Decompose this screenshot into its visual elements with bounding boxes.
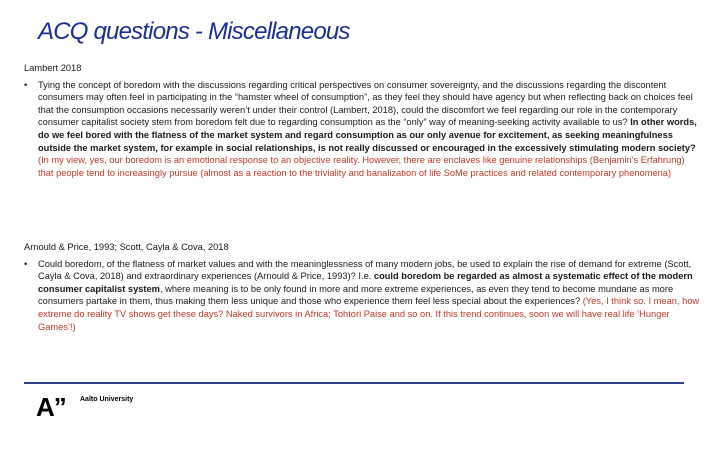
bullet-text-bold: In other words, do we feel bored with the flatness of the market system and regard consumption as our only avenue for excitement, as seeking meaningfulness outside the market system, for example in social relationships, is not really discussed or encouraged in the excessively stimulating modern society? (38, 117, 697, 153)
answer-text: (In my view, yes, our boredom is an emotional response to an objective reality. However, there are enclaves like genuine relationships (Benjamin’s Erfahrung) that people tend to increasingly pursue (almost as a reaction to the triviality and banalization of life SoMe practices and related contemporary phenomena) (38, 155, 685, 178)
aalto-logo-text: Aalto University (80, 396, 134, 403)
slide-title: ACQ questions - Miscellaneous (38, 18, 350, 45)
bullet-text-part: Could boredom, of the flatness of market values and with the meaninglessness of many modern jobs, be used to explain the rise of demand for extreme (Scott, Cayla & Cova, 2018) and extraordinary experiences (Arnould & Price, 1993)? I.e. (38, 258, 692, 282)
bullet-text (38, 258, 700, 334)
bullet-dot-icon: • (24, 258, 28, 269)
section-lambert (24, 62, 700, 179)
bullet-dot-icon: • (24, 79, 28, 90)
bullet-text-part: , where meaning is to be only found in more and more extreme experiences, as even they tend to become mundane as more consumers partake in them, thus making them less unique and those who experience them feel less special about the experiences? (38, 283, 674, 307)
bullet-item (24, 79, 700, 180)
aalto-logo-icon: A” (36, 392, 66, 422)
bullet-item (24, 258, 700, 334)
bullet-text-part: Tying the concept of boredom with the discussions regarding critical perspectives on consumer sovereignty, and the discussions regarding the discontent consumers may often feel in participating in the “hamster wheel of consumption”, as they feel they should have agency but when reflecting back on choices feel that the consumption occasions necessarily weren’t under their control (Lambert, 2018), could the discomfort we feel regarding our role in the contemporary consumer capitalist society stem from boredom felt due to regarding consumption as the “only” way of meaning-seeking activity available to us? (38, 79, 693, 128)
section-arnould-scott (24, 241, 700, 333)
answer-text: (Yes, I think so. I mean, how extreme do reality TV shows get these days? Naked survivors in Africa; Tohtori Paise and so on. If this trend continues, soon we will have real life ‘Hunger Games’!) (38, 296, 700, 332)
bullet-text-bold: could boredom be regarded as almost a systematic effect of the modern consumer capitalist system (38, 271, 693, 294)
source-citation: Arnould & Price, 1993; Scott, Cayla & Cova, 2018 (24, 242, 229, 252)
bullet-text (38, 79, 700, 180)
footer-divider (24, 382, 684, 384)
source-citation: Lambert 2018 (24, 63, 82, 73)
